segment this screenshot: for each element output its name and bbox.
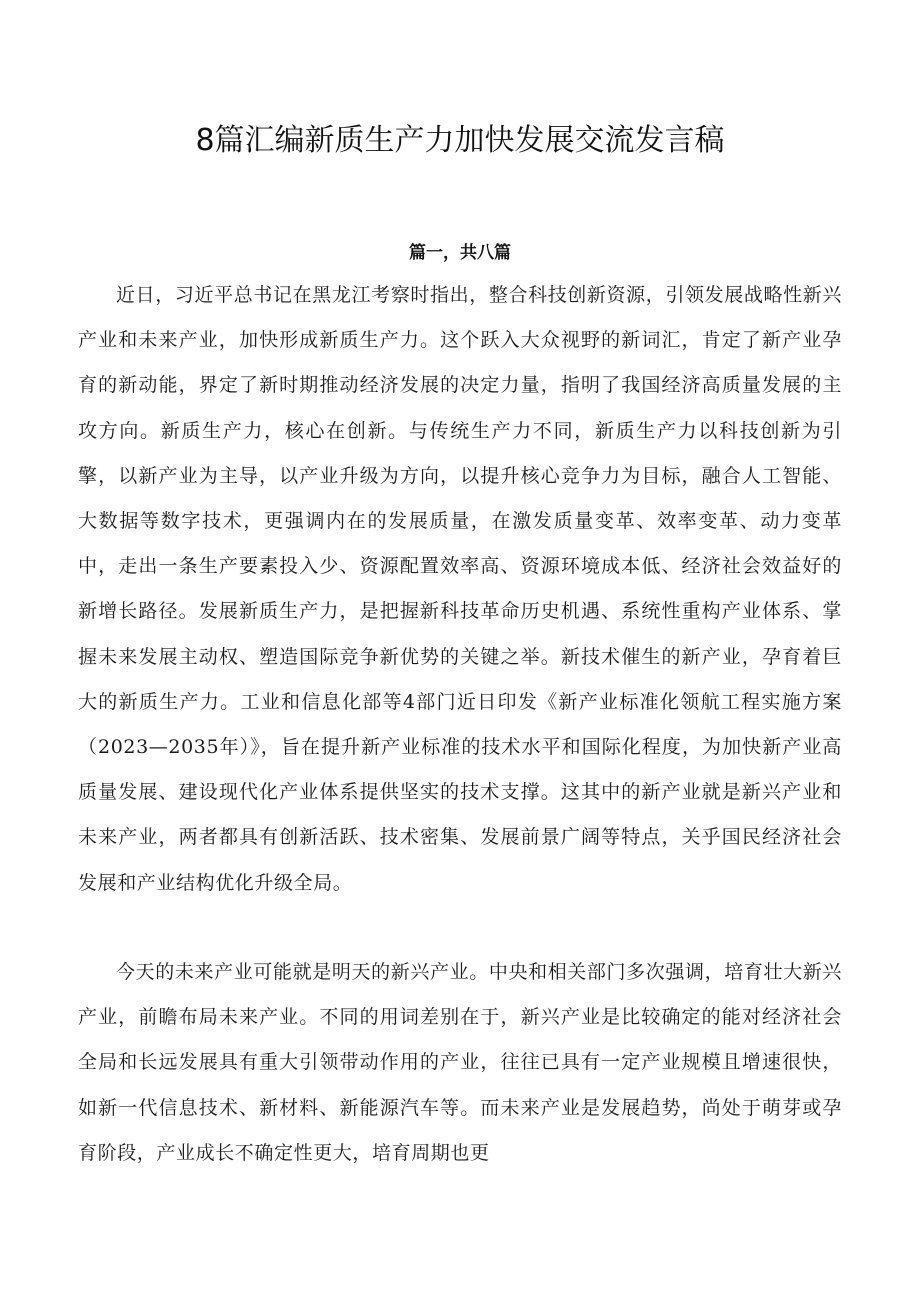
section-heading: 篇一，共八篇 (409, 243, 511, 263)
body-paragraph: 今天的未来产业可能就是明天的新兴产业。中央和相关部门多次强调，培育壮大新兴产业，前瞻布局未来产业。不同的用词差别在于，新兴产业是比较确定的能对经济社会全局和长远发展具有重大引领带动作用的产业，往往已具有一定产业规模且增速很快，如新一代信息技术、新材料、新能源汽车等。而未来产业是发展趋势，尚处于萌芽或孕育阶段，产业成长不确定性更大，培育周期也更 (78, 961, 842, 1164)
document-title: 8篇汇编新质生产力加快发展交流发言稿 (195, 123, 725, 158)
body-paragraph: 近日，习近平总书记在黑龙江考察时指出，整合科技创新资源，引领发展战略性新兴产业和未来产业，加快形成新质生产力。这个跃入大众视野的新词汇，肯定了新产业孕育的新动能，界定了新时期推动经济发展的决定力量，指明了我国经济高质量发展的主攻方向。新质生产力，核心在创新。与传统生产力不同，新质生产力以科技创新为引擎，以新产业为主导，以产业升级为方向，以提升核心竞争力为目标，融合人工智能、大数据等数字技术，更强调内在的发展质量，在激发质量变革、效率变革、动力变革中，走出一条生产要素投入少、资源配置效率高、资源环境成本低、经济社会效益好的新增长路径。发展新质生产力，是把握新科技革命历史机遇、系统性重构产业体系、掌握未来发展主动权、塑造国际竞争新优势的关键之举。新技术催生的新产业，孕育着巨大的新质生产力。工业和信息化部等4部门近日印发《新产业标准化领航工程实施方案（2023—2035年）》，旨在提升新产业标准的技术水平和国际化程度，为加快新产业高质量发展、建设现代化产业体系提供坚实的技术支撑。这其中的新产业就是新兴产业和未来产业，两者都具有创新活跃、技术密集、发展前景广阔等特点，关乎国民经济社会发展和产业结构优化升级全局。 (78, 284, 842, 894)
